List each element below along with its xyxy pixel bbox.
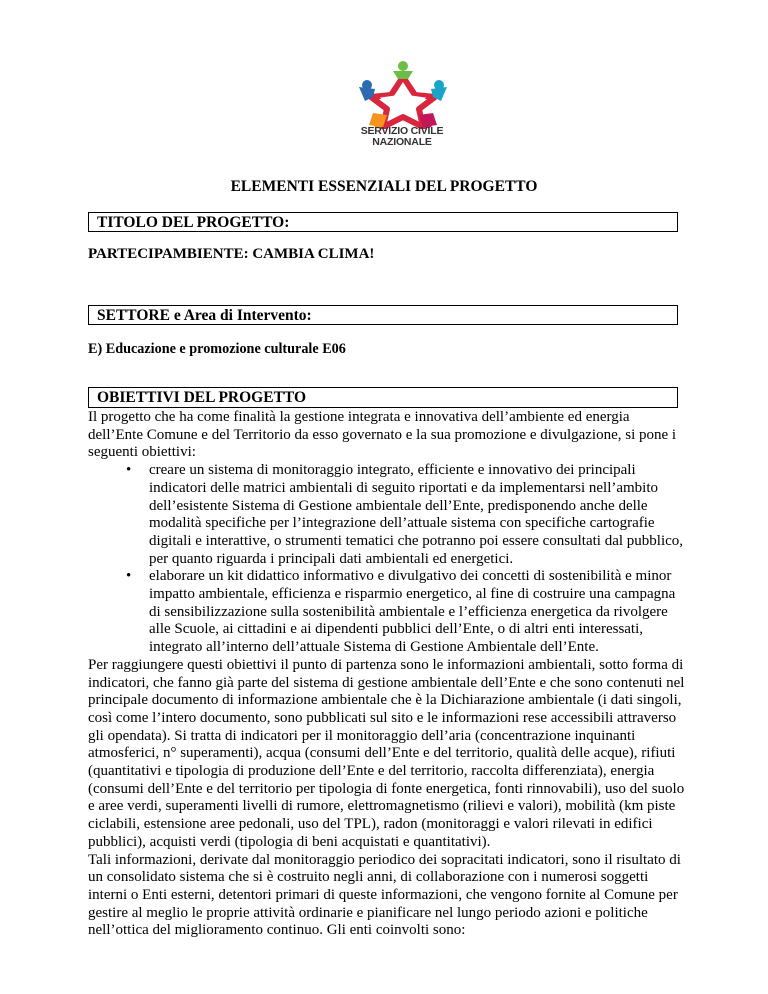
- intro-paragraph: Il progetto che ha come finalità la gestione integrata e innovativa dell’ambiente ed energia dell’Ente Comune e del Territorio da esso governato e la sua promozione e divulgazione, si pone i seguenti obiettivi:: [88, 409, 677, 461]
- paragraph-3: Tali informazioni, derivate dal monitoraggio periodico dei sopracitati indicatori, sono il risultato di un consolidato sistema che si è costruito negli anni, di collaborazione con i numerosi soggetti interni o Enti esterni, detentori primari di queste informazioni, che vengono fornite al Comune per gestire al meglio le proprie attività ordinarie e pianificare nel lungo periodo azioni e politiche nell’ottica del miglioramento continuo. Gli enti coinvolti sono:: [88, 851, 681, 939]
- list-item: [126, 568, 688, 657]
- paragraph-2: Per raggiungere questi obiettivi il punto di partenza sono le informazioni ambientali, sotto forma di indicatori, che fanno già parte del sistema di gestione ambientale dell’Ente e che sono contenuti nel principale documento di informazione ambientale che è la Dichiarazione ambientale (i dati singoli, così come l’intero documento, sono pubblicati sul sito e le informazioni rese accessibili attraverso gli opendata). Si tratta di indicatori per il monitoraggio dell’aria (concentrazione inquinanti atmosferici, n° superamenti), acqua (consumi dell’Ente e del territorio, qualità delle acque), rifiuti (quantitativi e tipologia di produzione dell’Ente e del territorio, raccolta differenziata), energia (consumi dell’Ente e del territorio per tipologia di fonte energetica, fonti rinnovabili), uso del suolo e aree verdi, superamenti livelli di rumore, elettromagnetismo (rilievi e valori), mobilità (km piste ciclabili, estensione aree pedonali, uso del TPL), radon (monitoraggi e valori rilevati in edifici pubblici), acquisti verdi (tipologia di beni acquistati e quantitativi).: [88, 656, 685, 850]
- settore-header: SETTORE e Area di Intervento:: [88, 305, 678, 325]
- star-people-icon: [353, 57, 453, 129]
- list-item: [126, 462, 688, 568]
- document-body: [88, 409, 688, 940]
- bullet-icon: •: [126, 568, 132, 585]
- logo-line-2: NAZIONALE: [372, 136, 432, 148]
- logo-text: [346, 126, 458, 148]
- objective-1: creare un sistema di monitoraggio integrato, efficiente e innovativo dei principali indicatori delle matrici ambientali di seguito riportati e da implementarsi nell’ambito dell’esistente Sistema di Gestione ambientale dell’Ente, predisponendo anche delle modalità specifiche per l’integrazione dell’attuale sistema con specifiche cartografie digitali e interattive, o strumenti tematici che potranno poi essere consultati dal pubblico, per quanto riguarda i principali dati ambientali ed energetici.: [149, 462, 684, 567]
- titolo-header: TITOLO DEL PROGETTO:: [88, 212, 678, 232]
- settore-value: E) Educazione e promozione culturale E06: [88, 341, 346, 357]
- titolo-value: PARTECIPAMBIENTE: CAMBIA CLIMA!: [88, 246, 375, 262]
- logo-line-1: SERVIZIO CIVILE: [360, 125, 444, 137]
- obiettivi-header: OBIETTIVI DEL PROGETTO: [88, 387, 678, 408]
- objective-2: elaborare un kit didattico informativo e divulgativo dei concetti di sostenibilità e minor impatto ambientale, efficienza e risparmio energetico, al fine di costruire una campagna di sensibilizzazione sulla sostenibilità ambientale e l’efficienza energetica da rivolgere alle Scuole, ai cittadini e ai dipendenti pubblici dell’Ente, o di altri enti interessati, integrato all’interno dell’attuale Sistema di Gestione Ambientale dell’Ente.: [149, 568, 676, 656]
- objectives-list: [88, 462, 688, 657]
- document-title: ELEMENTI ESSENZIALI DEL PROGETTO: [230, 178, 538, 195]
- bullet-icon: •: [126, 462, 132, 479]
